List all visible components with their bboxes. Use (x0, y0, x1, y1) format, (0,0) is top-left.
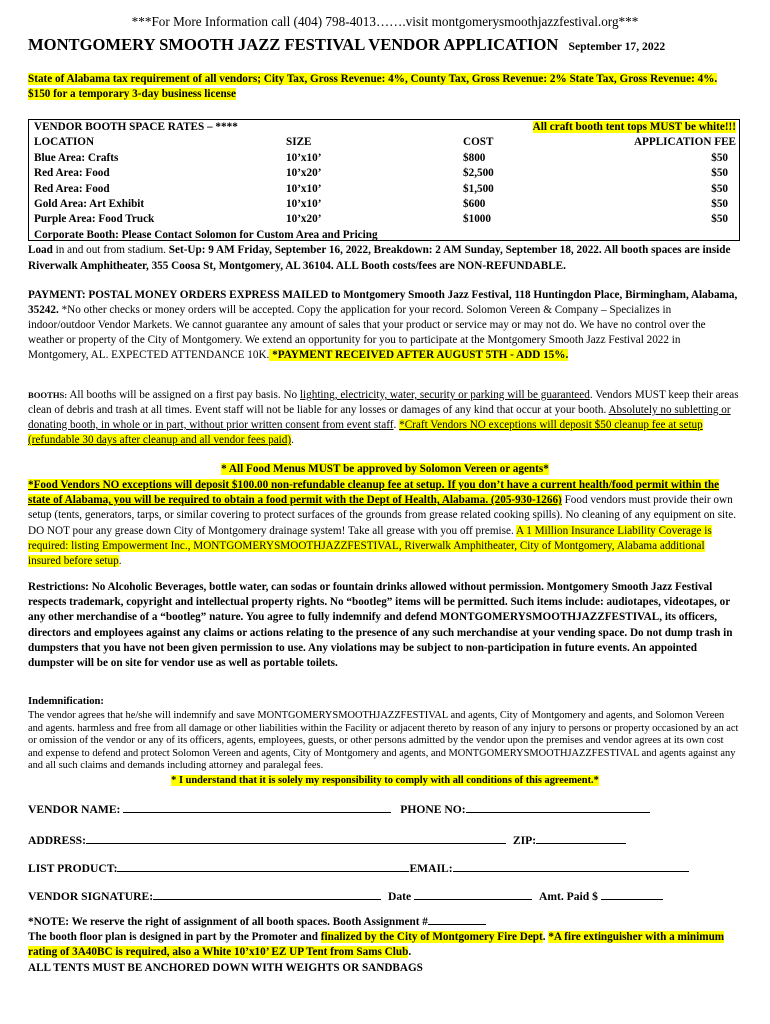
food-deposit-notice: *Food Vendors NO exceptions will deposit $100.00 non-refundable cleanup fee at setup. If you don’t have a current health/food permit within the state of Alabama, you will be required to obtain a food permit with the Dept of Health, Alabama. (205-930-1266) (28, 479, 720, 507)
floor-plan-text (28, 930, 740, 960)
title-date: September 17, 2022 (568, 40, 666, 53)
date-field[interactable] (414, 888, 532, 900)
late-payment-notice: *PAYMENT RECEIVED AFTER AUGUST 5TH - ADD 15%. (269, 349, 569, 361)
signature-field[interactable] (153, 888, 381, 900)
note-text: *NOTE: We reserve the right of assignment of all booth spaces. Booth Assignment # (28, 916, 428, 928)
restrictions-section: Restrictions: No Alcoholic Beverages, bottle water, can sodas or fountain drinks allowed without permission. Montgomery Smooth Jazz Festival respects trademark, copyright and intellectual property rights. No “bootleg” items will be permitted. Such items include: audiotapes, videotapes, or any other merchandise of a “bootleg” nature. You agree to fully indemnify and defend MONTGOMERYSMOOTHJAZZFESTIVAL, its officers, directors and employees against any claims or actions relating to the presence of any such merchandise at your vending space. Do not dump trash in dumpsters that you have not been given permission to use. Any violations may be subject to non-participation in future events. An appointed dumpster will be on site for vendor use as well as portable toilets. (28, 581, 733, 670)
vendor-name-label: VENDOR NAME: (28, 803, 121, 816)
load-lead: Load (28, 244, 53, 256)
floor-text: . (408, 946, 412, 959)
booths-text: . Vendors MUST keep their areas clean of debris and trash at all times. Event staff will not be liable for any losses or damages of any kind that occur at your booth. (28, 389, 739, 416)
rate-row (34, 197, 736, 212)
rate-fee: $50 (711, 167, 728, 180)
fire-extinguisher-notice: *A fire extinguisher with a minimum rating of 3A40BC is required, also a White 10’x10’ EZ UP Tent from Sams Club (28, 931, 725, 959)
col-location: LOCATION (34, 136, 95, 149)
rates-heading: VENDOR BOOTH SPACE RATES – **** (34, 121, 238, 133)
address-row (28, 832, 626, 847)
tax-notice (28, 72, 736, 102)
food-section (28, 478, 740, 569)
col-cost: COST (463, 136, 494, 149)
rate-location: Gold Area: Art Exhibit (34, 198, 145, 211)
rate-size: 10’x10’ (286, 151, 322, 164)
list-product-field[interactable] (117, 860, 409, 872)
phone-label: PHONE NO: (400, 803, 466, 816)
rate-row (34, 166, 736, 181)
booth-assignment-row (28, 914, 740, 930)
understand-notice (0, 775, 770, 786)
rate-location: Purple Area: Food Truck (34, 213, 155, 226)
col-size: SIZE (286, 136, 312, 149)
food-text-end: . (118, 555, 122, 568)
rate-cost: $1000 (463, 213, 491, 226)
rate-cost: $1,500 (463, 182, 494, 195)
email-label: EMAIL: (409, 862, 453, 875)
understand-text: * I understand that it is solely my responsibility to comply with all conditions of this agreement.* (171, 775, 599, 786)
vendor-name-row (28, 801, 650, 816)
load-text: in and out from stadium. (52, 244, 169, 256)
rate-row (34, 182, 736, 197)
signature-row (28, 888, 663, 903)
payment-address: PAYMENT: POSTAL MONEY ORDERS EXPRESS MAILED to Montgomery Smooth Jazz Festival, 118 Huntingdon Place, Birmingham, Alabama, 35242. (28, 289, 738, 316)
rate-location: Red Area: Food (34, 182, 110, 195)
zip-label: ZIP: (512, 834, 537, 847)
tent-note: All craft booth tent tops MUST be white!!! (532, 121, 736, 133)
address-field[interactable] (86, 832, 506, 844)
rates-table (34, 120, 736, 243)
payment-text: *No other checks or money orders will be accepted. Copy the application for your record. Solomon Vereen & Company – Specializes in indoor/outdoor Vendor Markets. We cannot guarantee any amount of sales that your product or service may or may not do. We have no control over the weather or property of the City of Montgomery. We extend an opportunity for you to participate at the Montgomery Smooth Jazz Festival 2022 in Montgomery, AL. EXPECTED ATTENDANCE 10K. (28, 304, 706, 361)
booths-text: All booths will be assigned on a first pay basis. No (67, 389, 300, 401)
rate-row (34, 151, 736, 166)
load-info (28, 242, 740, 274)
floor-text: . (542, 931, 549, 944)
rate-location: Blue Area: Crafts (34, 151, 119, 164)
title-text: MONTGOMERY SMOOTH JAZZ FESTIVAL VENDOR APPLICATION (28, 35, 559, 54)
signature-label: VENDOR SIGNATURE: (28, 890, 154, 903)
rate-cost: $2,500 (463, 167, 494, 180)
rate-cost: $600 (463, 198, 486, 211)
booths-text: . (393, 419, 400, 431)
rate-location: Red Area: Food (34, 167, 110, 180)
payment-section (28, 288, 740, 363)
booth-assignment-field[interactable] (428, 914, 486, 925)
col-fee: APPLICATION FEE (633, 136, 736, 149)
booths-underline-1: lighting, electricity, water, security or parking will be guaranteed (299, 389, 590, 401)
booths-text: . (291, 434, 294, 446)
corporate-booth: Corporate Booth: Please Contact Solomon for Custom Area and Pricing (34, 228, 378, 241)
date-label: Date (387, 890, 412, 903)
rate-fee: $50 (711, 182, 728, 195)
food-menus-text: * All Food Menus MUST be approved by Solomon Vereen or agents* (221, 463, 549, 475)
floor-text: The booth floor plan is designed in part by the Promoter and (28, 931, 321, 944)
rate-size: 10’x10’ (286, 198, 322, 211)
tax-text: State of Alabama tax requirement of all vendors; City Tax, Gross Revenue: 4%, County Tax, Gross Revenue: 2% State Tax, Gross Revenue: 4%. $150 for a temporary 3-day business license (28, 73, 718, 101)
rate-cost: $800 (463, 151, 486, 164)
rates-box (28, 119, 740, 241)
rate-row (34, 212, 736, 227)
zip-field[interactable] (536, 832, 626, 844)
booths-underline-2: Absolutely no subletting or donating booth, in whole or in part, without prior written consent from event staff (28, 404, 731, 431)
phone-field[interactable] (466, 801, 650, 813)
address-label: ADDRESS: (28, 834, 86, 847)
rate-size: 10’x20’ (286, 213, 322, 226)
info-line: ***For More Information call (404) 798-4013…….visit montgomerysmoothjazzfestival.org*** (131, 14, 639, 29)
product-row (28, 860, 689, 875)
craft-deposit-notice: *Craft Vendors NO exceptions will deposit $50 cleanup fee at setup (refundable 30 days after cleanup and all vendor fees paid) (28, 419, 703, 446)
food-text: Food vendors must provide their own setup (tents, generators, tarps, or similar covering to protect surfaces of the grounds from grease related cooking spills). No cleaning of any equipment on site. DO NOT pour any grease down City of Montgomery drainage system! Take all grease with you off premise. (28, 494, 737, 537)
setup-text: Set-Up: 9 AM Friday, September 16, 2022, Breakdown: 2 AM Sunday, September 18, 2022. All booth spaces are inside Riverwalk Amphitheater, 355 Coosa St, Montgomery, AL 36104. ALL Booth costs/fees are NON-REFUNDABLE. (28, 244, 731, 272)
indemnification-text: The vendor agrees that he/she will indemnify and save MONTGOMERYSMOOTHJAZZFESTIVAL and agents, City of Montgomery and agents, and Solomon Vereen and agents. harmless and free from all damage or other liabilities within the Facility or adjacent thereto by reason of any injury to persons or property occasioned by an act or omission of the vendor or any of its officers, agents, employees, guests, or other persons admitted by the vendor upon the premises and vendor agrees at its own cost and expense to defend and protect Solomon Vereen and agents, City of Montgomery and agents, and MONTGOMERYSMOOTHJAZZFESTIVAL and agents against any and all such claims and demands including attorney and paralegal fees. (28, 710, 739, 772)
note-section (28, 914, 740, 976)
rate-fee: $50 (711, 151, 728, 164)
rate-size: 10’x10’ (286, 182, 322, 195)
list-product-label: LIST PRODUCT: (28, 862, 118, 875)
fire-dept-highlight: finalized by the City of Montgomery Fire Dept (320, 931, 543, 944)
indemnification-heading: Indemnification: (28, 696, 104, 707)
booths-section (28, 388, 740, 448)
anchored-notice: ALL TENTS MUST BE ANCHORED DOWN WITH WEIGHTS OR SANDBAGS (28, 961, 423, 974)
amt-paid-field[interactable] (601, 888, 663, 900)
amt-paid-label: Amt. Paid $ (538, 890, 598, 903)
rate-fee: $50 (711, 198, 728, 211)
rate-size: 10’x20’ (286, 167, 322, 180)
page-title (28, 35, 665, 55)
email-field[interactable] (453, 860, 689, 872)
rate-fee: $50 (711, 213, 728, 226)
food-menus-heading (0, 463, 770, 475)
booths-label: BOOTHS: (28, 390, 68, 400)
vendor-name-field[interactable] (123, 801, 391, 813)
insurance-notice: A 1 Million Insurance Liability Coverage is required: listing Empowerment Inc., MONTGOMERYSMOOTHJAZZFESTIVAL, Riverwalk Amphitheater, City of Montgomery, Alabama additional insured before setup (28, 524, 712, 568)
